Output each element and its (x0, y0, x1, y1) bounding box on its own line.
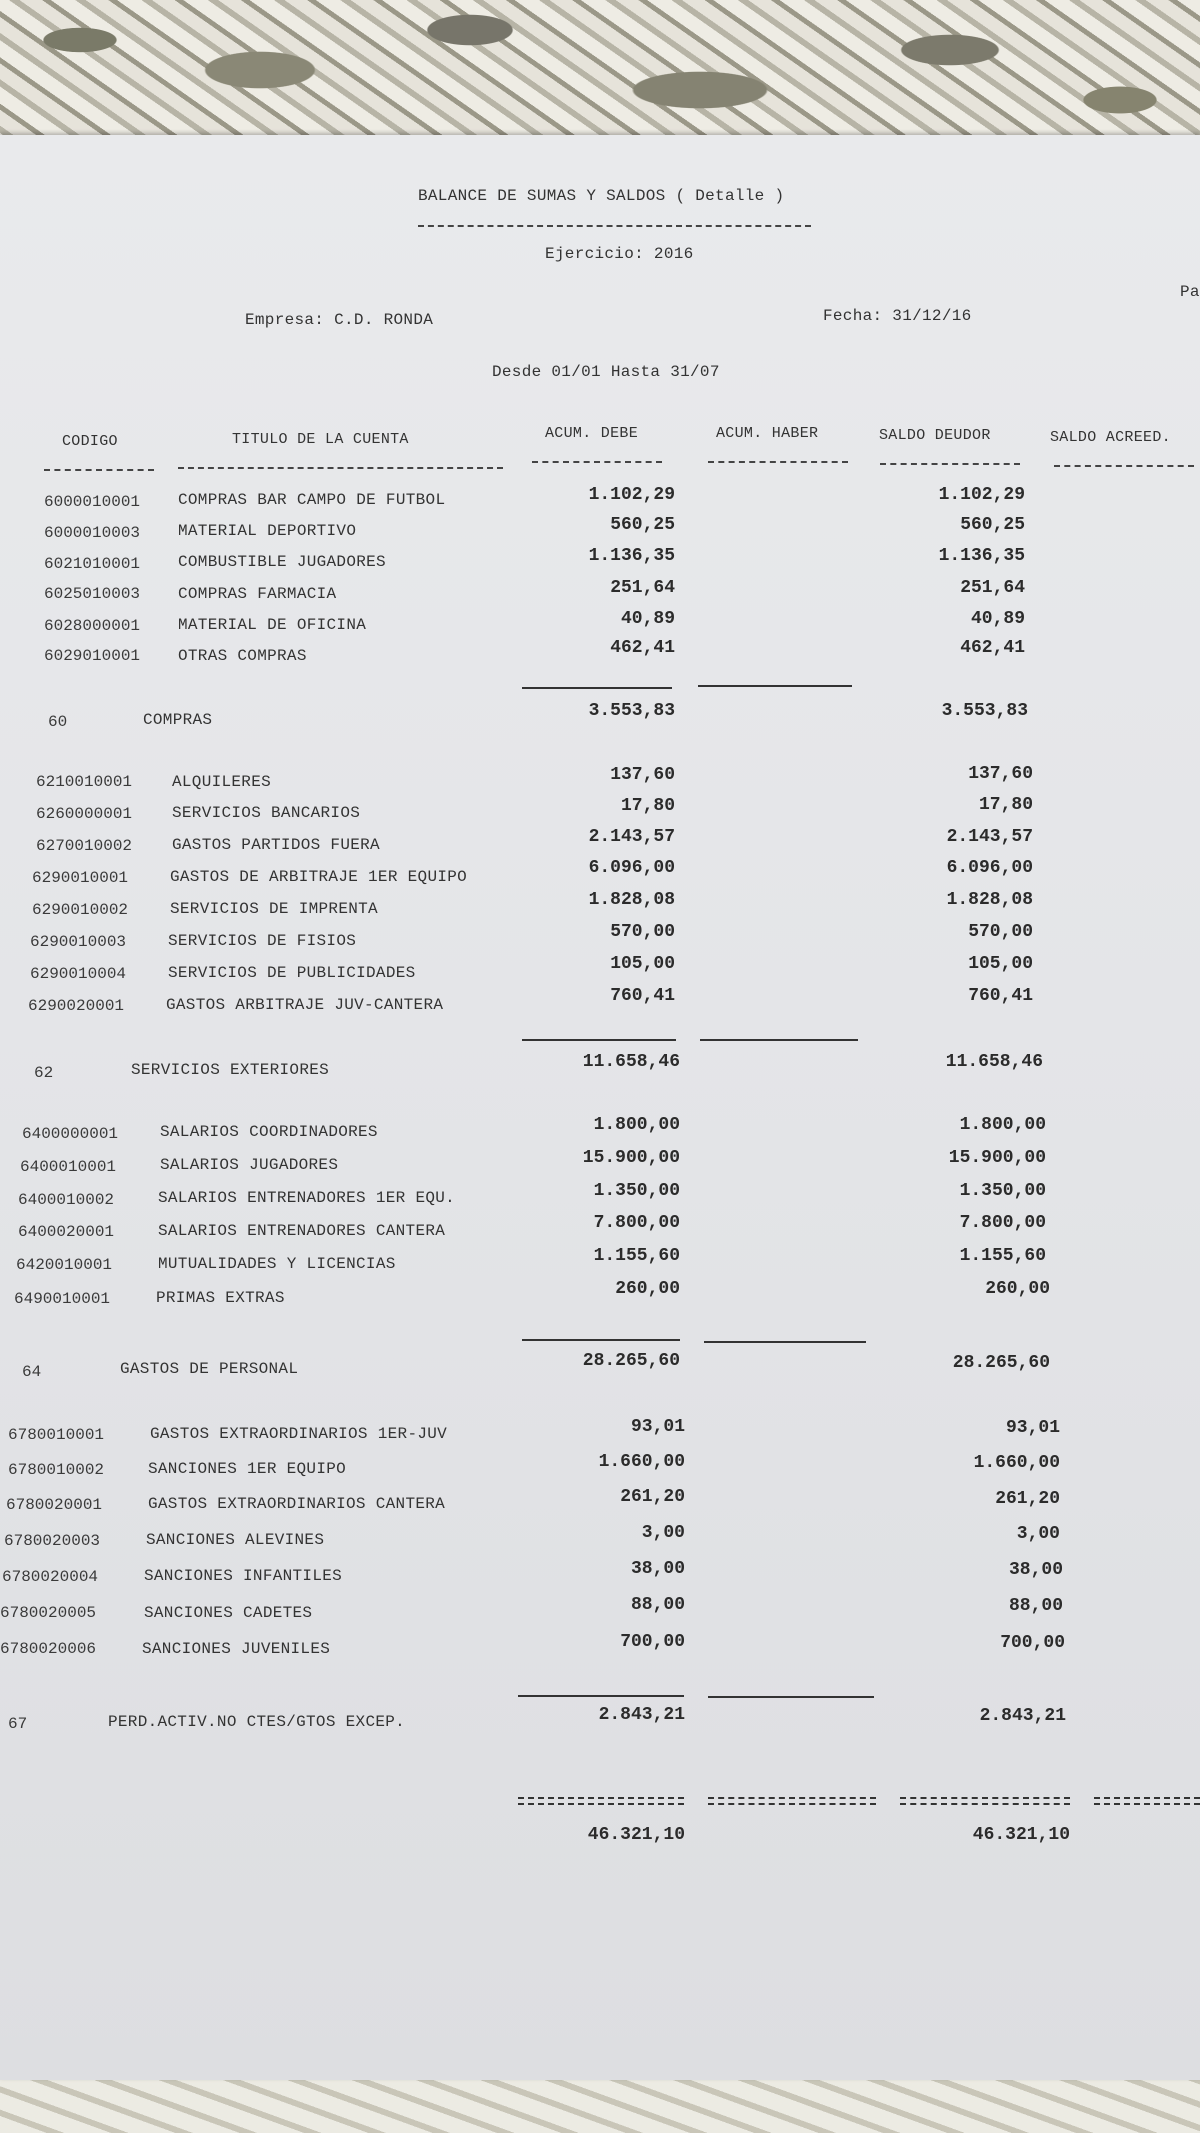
subtotal-rule-debe (522, 687, 672, 689)
account-title: GASTOS DE ARBITRAJE 1ER EQUIPO (170, 868, 468, 886)
total-rule-debe (518, 1797, 684, 1805)
subtotal-rule-haber (704, 1341, 866, 1343)
header-rule-acreed (1054, 465, 1194, 467)
subtotal-debe-value: 2.843,21 (598, 1705, 685, 1725)
subtotal-rule-haber (700, 1039, 858, 1041)
account-title: SERVICIOS DE IMPRENTA (170, 900, 378, 918)
subtotal-title: GASTOS DE PERSONAL (120, 1360, 299, 1378)
col-header-acreed: SALDO ACREED. (1050, 429, 1171, 446)
account-code: 6210010001 (36, 773, 133, 791)
col-header-deudor: SALDO DEUDOR (879, 427, 991, 444)
account-code: 6780020004 (2, 1568, 99, 1586)
account-code: 6780020003 (4, 1532, 101, 1550)
subtotal-debe-value: 11.658,46 (582, 1052, 680, 1072)
account-title: MUTUALIDADES Y LICENCIAS (158, 1255, 396, 1273)
subtotal-rule-debe (522, 1339, 680, 1341)
account-title: ALQUILERES (172, 773, 272, 791)
subtotal-code: 64 (22, 1363, 42, 1381)
subtotal-deudor-value: 3.553,83 (941, 701, 1028, 721)
acum-debe-value: 3,00 (641, 1523, 685, 1543)
acum-debe-value: 88,00 (630, 1595, 685, 1615)
header-rule-debe (532, 461, 662, 463)
subtotal-rule-haber (708, 1696, 874, 1698)
subtotal-deudor-value: 11.658,46 (945, 1052, 1043, 1072)
account-code: 6290010004 (30, 965, 127, 983)
account-title: MATERIAL DEPORTIVO (178, 522, 357, 540)
account-title: PRIMAS EXTRAS (156, 1289, 285, 1307)
account-code: 6780010001 (8, 1426, 105, 1444)
saldo-deudor-value: 93,01 (1005, 1418, 1060, 1438)
acum-debe-value: 1.800,00 (593, 1115, 680, 1135)
col-header-debe: ACUM. DEBE (545, 425, 639, 442)
subtotal-debe-value: 28.265,60 (582, 1351, 680, 1371)
periodo-label: Desde 01/01 Hasta 31/07 (492, 363, 720, 381)
account-title: SANCIONES ALEVINES (146, 1531, 325, 1549)
saldo-deudor-value: 251,64 (960, 578, 1025, 598)
col-header-codigo: CODIGO (62, 433, 118, 450)
header-rule-titulo (178, 467, 503, 469)
saldo-deudor-value: 17,80 (978, 795, 1033, 815)
account-title: GASTOS EXTRAORDINARIOS CANTERA (148, 1495, 446, 1513)
subtotal-code: 67 (8, 1715, 28, 1733)
account-code: 6290010003 (30, 933, 127, 951)
acum-debe-value: 105,00 (610, 954, 675, 974)
account-title: SERVICIOS BANCARIOS (172, 804, 361, 822)
account-code: 6025010003 (44, 585, 141, 603)
account-title: SERVICIOS DE FISIOS (168, 932, 357, 950)
account-title: COMPRAS FARMACIA (178, 585, 337, 603)
account-code: 6780020001 (6, 1496, 103, 1514)
account-code: 6028000001 (44, 617, 141, 635)
acum-debe-value: 40,89 (620, 609, 675, 629)
acum-debe-value: 1.155,60 (593, 1246, 680, 1266)
saldo-deudor-value: 1.660,00 (973, 1453, 1060, 1473)
acum-debe-value: 15.900,00 (582, 1148, 680, 1168)
acum-debe-value: 7.800,00 (593, 1213, 680, 1233)
account-code: 6400020001 (18, 1223, 115, 1241)
account-code: 6000010003 (44, 524, 141, 542)
account-code: 6029010001 (44, 647, 141, 665)
account-code: 6400010001 (20, 1158, 117, 1176)
total-rule-deudor (900, 1797, 1070, 1805)
header-rule-haber (708, 461, 848, 463)
header-rule-codigo (44, 469, 154, 471)
total-rule-haber (708, 1797, 876, 1805)
total-debe-value: 46.321,10 (587, 1825, 685, 1845)
empresa-label: Empresa: C.D. RONDA (245, 311, 434, 329)
acum-debe-value: 2.143,57 (588, 827, 675, 847)
account-title: SANCIONES CADETES (144, 1604, 313, 1622)
subtotal-debe-value: 3.553,83 (588, 701, 675, 721)
acum-debe-value: 1.136,35 (588, 546, 675, 566)
page-label-fragment: Pa (1180, 283, 1200, 301)
subtotal-rule-haber (698, 685, 852, 687)
account-title: GASTOS ARBITRAJE JUV-CANTERA (166, 996, 444, 1014)
acum-debe-value: 760,41 (610, 986, 675, 1006)
saldo-deudor-value: 1.828,08 (946, 890, 1033, 910)
acum-debe-value: 251,64 (610, 578, 675, 598)
total-rule-acreed (1094, 1797, 1200, 1805)
acum-debe-value: 261,20 (620, 1487, 685, 1507)
header-rule-deudor (880, 463, 1020, 465)
saldo-deudor-value: 137,60 (968, 764, 1033, 784)
account-code: 6780020006 (0, 1640, 97, 1658)
acum-debe-value: 1.660,00 (598, 1452, 685, 1472)
subtotal-title: COMPRAS (143, 711, 213, 729)
report-sheet (0, 135, 1200, 2080)
marble-surface-top (0, 0, 1200, 150)
account-title: SANCIONES INFANTILES (144, 1567, 343, 1585)
saldo-deudor-value: 105,00 (968, 954, 1033, 974)
saldo-deudor-value: 1.350,00 (959, 1181, 1046, 1201)
account-title: GASTOS EXTRAORDINARIOS 1ER-JUV (150, 1425, 448, 1443)
account-title: SANCIONES JUVENILES (142, 1640, 331, 1658)
saldo-deudor-value: 3,00 (1016, 1524, 1060, 1544)
saldo-deudor-value: 261,20 (995, 1489, 1060, 1509)
account-code: 6400010002 (18, 1191, 115, 1209)
acum-debe-value: 137,60 (610, 765, 675, 785)
acum-debe-value: 93,01 (630, 1417, 685, 1437)
acum-debe-value: 6.096,00 (588, 858, 675, 878)
account-code: 6290010001 (32, 869, 129, 887)
account-code: 6400000001 (22, 1125, 119, 1143)
saldo-deudor-value: 6.096,00 (946, 858, 1033, 878)
total-deudor-value: 46.321,10 (972, 1825, 1070, 1845)
subtotal-title: PERD.ACTIV.NO CTES/GTOS EXCEP. (108, 1713, 406, 1731)
saldo-deudor-value: 570,00 (968, 922, 1033, 942)
acum-debe-value: 462,41 (610, 638, 675, 658)
acum-debe-value: 1.828,08 (588, 890, 675, 910)
account-title: MATERIAL DE OFICINA (178, 616, 367, 634)
account-title: SALARIOS ENTRENADORES 1ER EQU. (158, 1189, 456, 1207)
report-title: BALANCE DE SUMAS Y SALDOS ( Detalle ) (418, 187, 785, 205)
account-title: COMPRAS BAR CAMPO DE FUTBOL (178, 491, 446, 509)
account-title: SALARIOS JUGADORES (160, 1156, 339, 1174)
account-title: GASTOS PARTIDOS FUERA (172, 836, 380, 854)
ejercicio-label: Ejercicio: 2016 (545, 245, 694, 263)
account-title: SALARIOS COORDINADORES (160, 1123, 378, 1141)
saldo-deudor-value: 1.102,29 (938, 485, 1025, 505)
account-title: OTRAS COMPRAS (178, 647, 307, 665)
subtotal-rule-debe (518, 1695, 684, 1697)
saldo-deudor-value: 7.800,00 (959, 1213, 1046, 1233)
saldo-deudor-value: 1.155,60 (959, 1246, 1046, 1266)
col-header-titulo: TITULO DE LA CUENTA (232, 431, 409, 448)
acum-debe-value: 260,00 (615, 1279, 680, 1299)
account-title: SALARIOS ENTRENADORES CANTERA (158, 1222, 446, 1240)
subtotal-code: 60 (48, 713, 68, 731)
account-code: 6780010002 (8, 1461, 105, 1479)
saldo-deudor-value: 560,25 (960, 515, 1025, 535)
col-header-haber: ACUM. HABER (716, 425, 819, 442)
saldo-deudor-value: 260,00 (985, 1279, 1050, 1299)
account-code: 6270010002 (36, 837, 133, 855)
title-underline (418, 225, 811, 227)
acum-debe-value: 700,00 (620, 1632, 685, 1652)
saldo-deudor-value: 38,00 (1008, 1560, 1063, 1580)
acum-debe-value: 1.350,00 (593, 1181, 680, 1201)
account-code: 6260000001 (36, 805, 133, 823)
subtotal-title: SERVICIOS EXTERIORES (131, 1061, 330, 1079)
account-title: SANCIONES 1ER EQUIPO (148, 1460, 347, 1478)
subtotal-code: 62 (34, 1064, 54, 1082)
saldo-deudor-value: 1.800,00 (959, 1115, 1046, 1135)
acum-debe-value: 38,00 (630, 1559, 685, 1579)
acum-debe-value: 1.102,29 (588, 485, 675, 505)
acum-debe-value: 17,80 (620, 796, 675, 816)
saldo-deudor-value: 2.143,57 (946, 827, 1033, 847)
account-code: 6490010001 (14, 1290, 111, 1308)
acum-debe-value: 570,00 (610, 922, 675, 942)
account-code: 6420010001 (16, 1256, 113, 1274)
saldo-deudor-value: 462,41 (960, 638, 1025, 658)
account-title: SERVICIOS DE PUBLICIDADES (168, 964, 416, 982)
saldo-deudor-value: 760,41 (968, 986, 1033, 1006)
subtotal-deudor-value: 28.265,60 (952, 1353, 1050, 1373)
account-title: COMBUSTIBLE JUGADORES (178, 553, 386, 571)
saldo-deudor-value: 1.136,35 (938, 546, 1025, 566)
account-code: 6290020001 (28, 997, 125, 1015)
acum-debe-value: 560,25 (610, 515, 675, 535)
fecha-label: Fecha: 31/12/16 (823, 307, 972, 325)
account-code: 6021010001 (44, 555, 141, 573)
saldo-deudor-value: 40,89 (970, 609, 1025, 629)
saldo-deudor-value: 88,00 (1008, 1596, 1063, 1616)
subtotal-deudor-value: 2.843,21 (979, 1706, 1066, 1726)
saldo-deudor-value: 700,00 (1000, 1633, 1065, 1653)
account-code: 6290010002 (32, 901, 129, 919)
account-code: 6000010001 (44, 493, 141, 511)
saldo-deudor-value: 15.900,00 (948, 1148, 1046, 1168)
subtotal-rule-debe (522, 1039, 676, 1041)
account-code: 6780020005 (0, 1604, 97, 1622)
